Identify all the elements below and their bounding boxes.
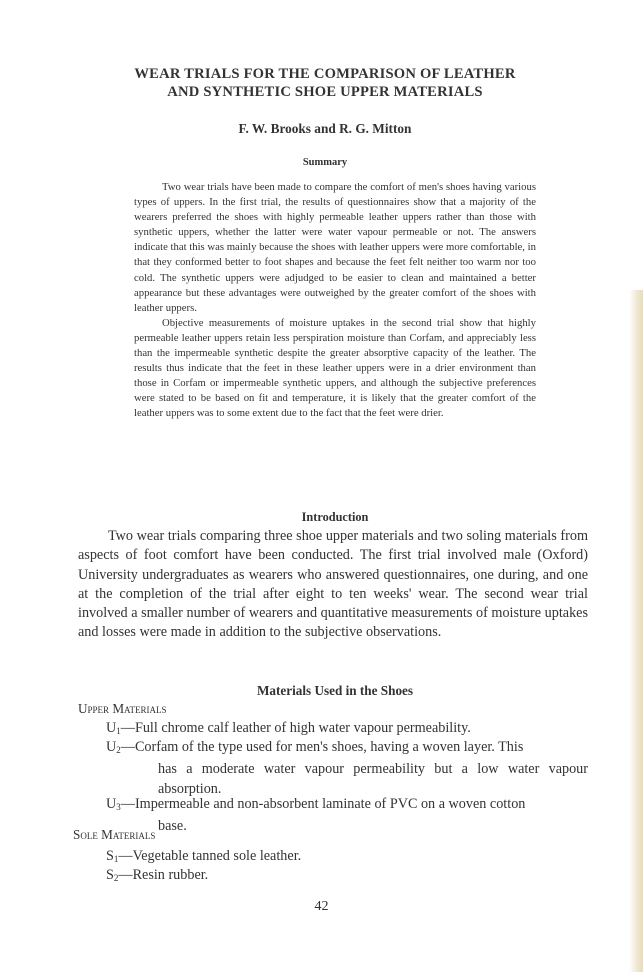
material-description: —Vegetable tanned sole leather. (118, 848, 302, 864)
introduction-paragraph: Two wear trials comparing three shoe upper materials and two soling materials from aspects of foot comfort have been conducted. The first trial involved male (Oxford) University undergraduates as wearers who answered questionnaires, one during, and one at the completion of the trial after eight to ten weeks' wear. The second wear trial involved a smaller number of wearers and quantitative measurements of moisture uptakes and losses were made in addition to the subjective observations. (78, 528, 588, 641)
introduction-heading: Introduction (301, 510, 369, 524)
title-line-1: WEAR TRIALS FOR THE COMPARISON OF LEATHER (134, 66, 516, 82)
summary-section (134, 180, 536, 422)
authors: F. W. Brooks and R. G. Mitton (238, 121, 412, 136)
material-item-s2 (106, 866, 588, 888)
article-title (100, 65, 550, 101)
introduction-section (78, 527, 588, 643)
materials-heading: Materials Used in the Shoes (256, 683, 414, 698)
material-code: $U_3$ (106, 796, 121, 812)
upper-materials-label: Upper Materials (78, 701, 167, 716)
sole-materials-label: Sole Materials (73, 827, 156, 842)
summary-heading: Summary (302, 157, 348, 168)
material-code: $U_2$ (106, 739, 121, 755)
material-item-u3 (106, 795, 588, 837)
material-description-continued: has a moderate water vapour permeability but a low water vapour absorption. (158, 761, 588, 797)
material-item-u2 (106, 738, 588, 799)
page-gutter-shadow (629, 290, 643, 972)
material-description: —Resin rubber. (118, 867, 209, 883)
material-code: $S_1$ (106, 848, 119, 864)
material-code: $S_2$ (106, 867, 119, 883)
material-description: —Corfam of the type used for men's shoes, having a woven layer. This (120, 739, 524, 755)
material-description: —Impermeable and non-absorbent laminate of PVC on a woven cotton (120, 796, 526, 812)
title-line-2: AND SYNTHETIC SHOE UPPER MATERIALS (167, 84, 483, 100)
material-code: $U_1$ (106, 720, 121, 736)
summary-paragraph: Two wear trials have been made to compare the comfort of men's shoes having various types of uppers. In the first trial, the results of questionnaires show that a majority of the wearers preferred the shoes with highly permeable leather uppers rather than those with synthetic uppers, whether the latter were water vapour permeable or not. The answers indicate that this was mainly because the shoes with leather uppers were more comfortable, in that they conformed better to foot shapes and because the feet felt neither too warm nor too cold. The synthetic uppers were adjudged to be easier to clean and maintained a better appearance but these advantages were outweighed by the greater comfort of the shoes with leather uppers. (134, 181, 536, 314)
page-number: 42 (314, 899, 329, 914)
material-description-continued: base. (158, 818, 187, 835)
material-description: —Full chrome calf leather of high water vapour permeability. (120, 720, 471, 736)
summary-paragraph: Objective measurements of moisture uptakes in the second trial show that highly permeable leather uppers retain less perspiration moisture than Corfam, and appreciably less than the impermeable synthetic despite the greater absorptive capacity of the leather. The results thus indicate that the feet in these leather uppers were in a drier environment than those in Corfam or impermeable synthetic uppers, and although the subjective preferences were stated to be based on fit and temperature, it is likely that the greater comfort of the leather uppers was to some extent due to the fact that the feet were drier. (134, 316, 536, 420)
